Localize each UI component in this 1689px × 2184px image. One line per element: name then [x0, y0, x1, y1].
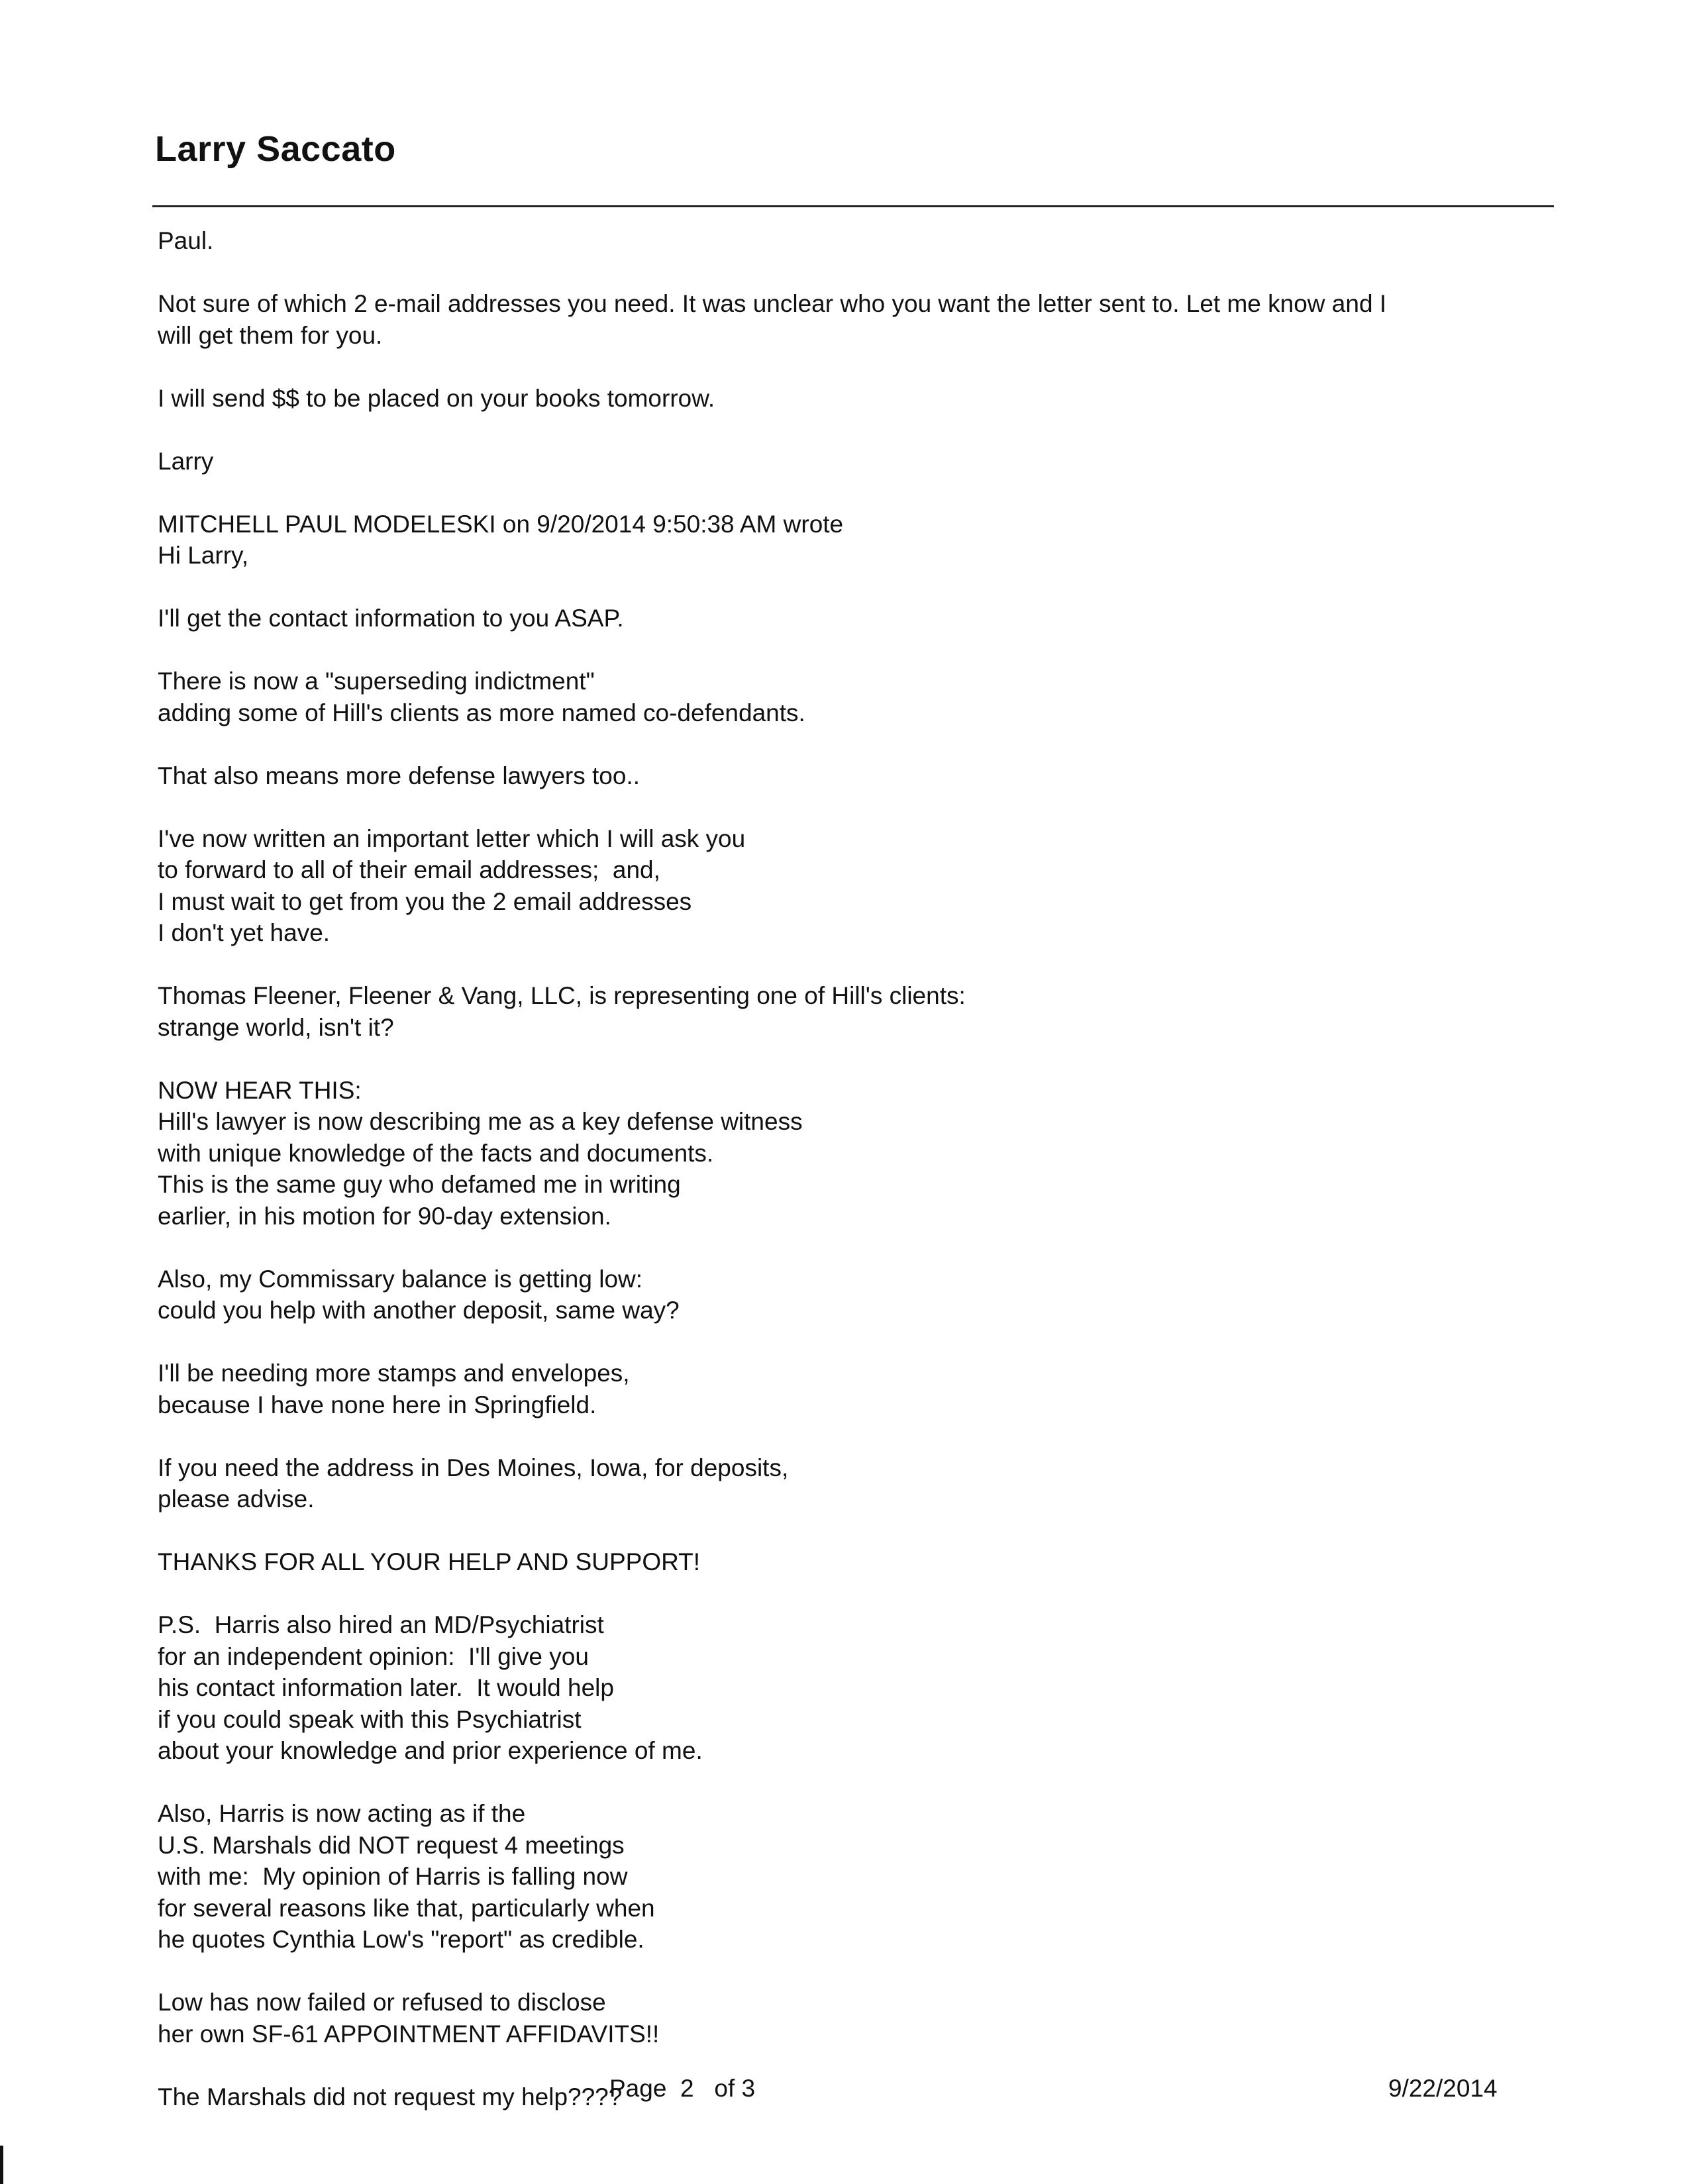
- message-paragraph: [158, 1609, 1549, 1767]
- message-paragraph: [158, 1452, 1549, 1515]
- message-line: NOW HEAR THIS:: [158, 1076, 362, 1104]
- message-line: for several reasons like that, particularly when: [158, 1894, 655, 1922]
- message-paragraph: [158, 823, 1549, 949]
- message-line: Also, my Commissary balance is getting low:: [158, 1265, 643, 1293]
- message-line: to forward to all of their email addresses; and,: [158, 856, 660, 883]
- message-line: I've now written an important letter which I will ask you: [158, 824, 746, 852]
- message-line: U.S. Marshals did NOT request 4 meetings: [158, 1831, 625, 1859]
- message-body: [158, 225, 1549, 2144]
- page-number: 2: [680, 2075, 694, 2102]
- message-line: I don't yet have.: [158, 919, 331, 946]
- message-line: Thomas Fleener, Fleener & Vang, LLC, is representing one of Hill's clients:: [158, 982, 966, 1009]
- message-line: will get them for you.: [158, 321, 383, 349]
- message-paragraph: [158, 1798, 1549, 1956]
- message-line: because I have none here in Springfield.: [158, 1391, 597, 1418]
- message-line: strange world, isn't it?: [158, 1013, 394, 1041]
- message-line: I'll be needing more stamps and envelopes,: [158, 1360, 630, 1387]
- message-line: with me: My opinion of Harris is falling now: [158, 1863, 628, 1890]
- message-line: could you help with another deposit, same way?: [158, 1297, 680, 1324]
- message-line: Larry: [158, 447, 214, 475]
- message-line: earlier, in his motion for 90-day extension.: [158, 1202, 611, 1230]
- message-paragraph: [158, 2081, 1549, 2113]
- message-line: I must wait to get from you the 2 email addresses: [158, 887, 692, 915]
- message-line: THANKS FOR ALL YOUR HELP AND SUPPORT!: [158, 1548, 701, 1575]
- scan-edge-mark: [0, 2146, 3, 2184]
- message-line: This is the same guy who defamed me in writing: [158, 1171, 681, 1198]
- message-paragraph: [158, 666, 1549, 728]
- message-line: her own SF-61 APPOINTMENT AFFIDAVITS!!: [158, 2020, 660, 2048]
- message-line: his contact information later. It would help: [158, 1674, 614, 1701]
- message-line: That also means more defense lawyers too..: [158, 762, 640, 789]
- message-paragraph: [158, 603, 1549, 634]
- message-line: There is now a "superseding indictment": [158, 668, 595, 695]
- of-label: of: [714, 2075, 735, 2102]
- message-paragraph: [158, 509, 1549, 571]
- message-line: Also, Harris is now acting as if the: [158, 1800, 526, 1827]
- message-line: please advise.: [158, 1485, 315, 1513]
- message-paragraph: [158, 225, 1549, 257]
- message-paragraph: [158, 383, 1549, 415]
- message-line: he quotes Cynthia Low's "report" as credible.: [158, 1926, 644, 1953]
- message-paragraph: [158, 288, 1549, 351]
- message-line: I will send $$ to be placed on your books tomorrow.: [158, 384, 715, 412]
- message-line: Low has now failed or refused to disclose: [158, 1989, 606, 2016]
- message-paragraph: [158, 446, 1549, 477]
- page-indicator: [609, 2073, 755, 2105]
- sender-name-heading: Larry Saccato: [155, 129, 396, 169]
- message-paragraph: [158, 1358, 1549, 1420]
- message-paragraph: [158, 1264, 1549, 1326]
- message-line: If you need the address in Des Moines, Iowa, for deposits,: [158, 1454, 789, 1481]
- message-line: The Marshals did not request my help????: [158, 2083, 623, 2110]
- message-line: MITCHELL PAUL MODELESKI on 9/20/2014 9:50:38 AM wrote: [158, 510, 844, 538]
- message-line: Hill's lawyer is now describing me as a key defense witness: [158, 1108, 803, 1135]
- message-paragraph: [158, 1987, 1549, 2050]
- page-label: Page: [609, 2075, 667, 2102]
- message-line: about your knowledge and prior experience of me.: [158, 1737, 703, 1764]
- message-paragraph: [158, 760, 1549, 792]
- print-date: 9/22/2014: [1388, 2075, 1498, 2102]
- page-total: 3: [741, 2075, 756, 2102]
- message-line: with unique knowledge of the facts and documents.: [158, 1139, 714, 1167]
- message-line: Not sure of which 2 e-mail addresses you need. It was unclear who you want the letter sent to. Let me know and I: [158, 290, 1387, 317]
- message-line: for an independent opinion: I'll give you: [158, 1642, 589, 1670]
- message-line: Hi Larry,: [158, 542, 249, 569]
- message-paragraph: [158, 1075, 1549, 1232]
- message-line: P.S. Harris also hired an MD/Psychiatrist: [158, 1611, 604, 1638]
- header-divider: [152, 205, 1554, 207]
- message-paragraph: [158, 980, 1549, 1043]
- message-line: I'll get the contact information to you ASAP.: [158, 605, 624, 632]
- message-line: if you could speak with this Psychiatrist: [158, 1705, 582, 1733]
- message-line: Paul.: [158, 227, 214, 254]
- message-paragraph: [158, 1546, 1549, 1578]
- message-line: adding some of Hill's clients as more named co-defendants.: [158, 699, 805, 726]
